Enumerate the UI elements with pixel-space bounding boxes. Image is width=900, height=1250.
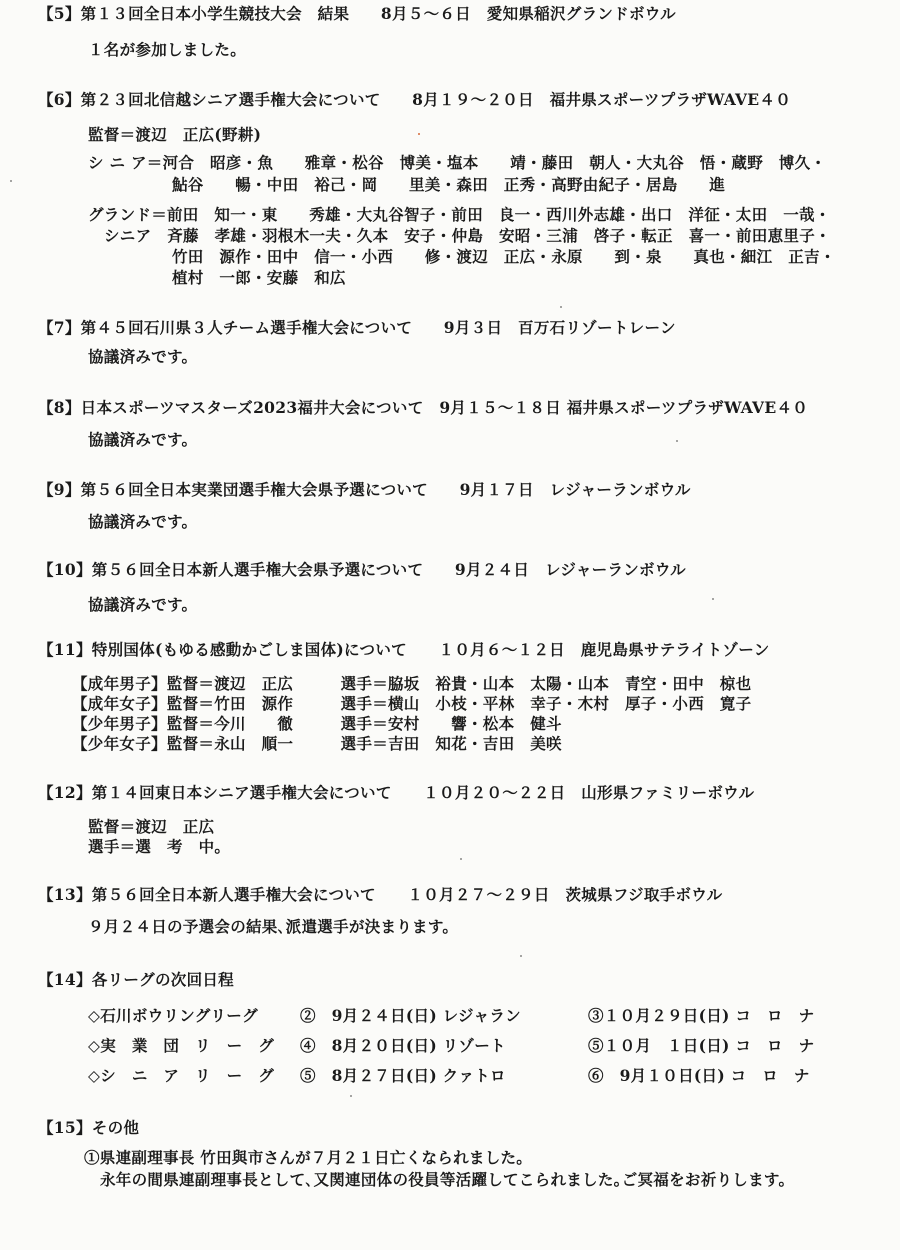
league-row-jitsugyodan-name: ◇実 業 団 リ ー グ — [88, 1036, 275, 1055]
section-6-director: 監督＝渡辺 正広(野耕) — [88, 125, 262, 144]
scan-speck — [560, 306, 562, 308]
section-11-row-youth-women: 【少年女子】監督＝永山 順一 選手＝吉田 知花・吉田 美咲 — [72, 734, 562, 753]
scan-speck — [712, 598, 714, 600]
league-row-jitsugyodan-next: ④ 8月２０日(日) リゾート — [300, 1036, 506, 1055]
section-12-title: 【12】第１４回東日本シニア選手権大会について １０月２０～２２日 山形県ファミリーボウル — [38, 783, 755, 802]
section-15-line-1: ①県連副理事長 竹田與市さんが７月２１日亡くなられました。 — [84, 1148, 533, 1167]
league-row-senior-after: ⑥ 9月１０日(日) コ ロ ナ — [588, 1066, 810, 1085]
league-row-ishikawa-name: ◇石川ボウリングリーグ — [88, 1006, 258, 1025]
scan-speck — [460, 858, 462, 860]
section-7-title: 【7】第４５回石川県３人チーム選手権大会について 9月３日 百万石リゾートレーン — [38, 318, 676, 337]
league-row-jitsugyodan-after: ⑤１０月 １日(日) コ ロ ナ — [588, 1036, 815, 1055]
section-6-grand-line-1: グランド＝前田 知一・東 秀雄・大丸谷智子・前田 良一・西川外志雄・出口 洋征・太田 一哉・ — [88, 205, 831, 224]
section-15-title: 【15】その他 — [38, 1118, 140, 1137]
section-13-title: 【13】第５６回全日本新人選手権大会について １０月２７～２９日 茨城県フジ取手ボウル — [38, 885, 723, 904]
section-9-body: 協議済みです。 — [88, 512, 198, 531]
scan-speck — [350, 1095, 352, 1097]
section-14-title: 【14】各リーグの次回日程 — [38, 970, 234, 989]
section-11-row-adult-women: 【成年女子】監督＝竹田 源作 選手＝横山 小枝・平林 幸子・木村 厚子・小西 寛子 — [72, 694, 752, 713]
scan-speck — [10, 180, 12, 182]
league-row-ishikawa-next: ② 9月２４日(日) レジャラン — [300, 1006, 521, 1025]
section-6-senior-line-2: 鮎谷 暢・中田 裕己・岡 里美・森田 正秀・高野由紀子・居島 進 — [172, 175, 726, 194]
section-13-body: ９月２４日の予選会の結果､派遣選手が決まります。 — [88, 917, 459, 936]
section-6-grand-line-4: 植村 一郎・安藤 和広 — [172, 268, 346, 287]
section-6-senior-line-1: シ ニ ア＝河合 昭彦・魚 雅章・松谷 博美・塩本 靖・藤田 朝人・大丸谷 悟・蔵野 博久・ — [88, 153, 827, 172]
section-8-body: 協議済みです。 — [88, 430, 198, 449]
section-5-title: 【5】第１３回全日本小学生競技大会 結果 8月５～６日 愛知県稲沢グランドボウル — [38, 4, 676, 23]
section-11-title: 【11】特別国体(もゆる感動かごしま国体)について １０月６～１２日 鹿児島県サテライトゾーン — [38, 640, 770, 659]
section-10-title: 【10】第５６回全日本新人選手権大会県予選について 9月２４日 レジャーランボウル — [38, 560, 686, 579]
section-10-body: 協議済みです。 — [88, 595, 198, 614]
section-6-grand-line-2: シニア 斉藤 孝雄・羽根木一夫・久本 安子・仲島 安昭・三浦 啓子・転正 喜一・前田恵里子・ — [104, 226, 831, 245]
section-12-players: 選手＝選 考 中。 — [88, 837, 231, 856]
league-row-senior-name: ◇シ ニ ア リ ー グ — [88, 1066, 275, 1085]
section-6-grand-line-3: 竹田 源作・田中 信一・小西 修・渡辺 正広・永原 到・泉 真也・細江 正吉・ — [172, 247, 836, 266]
section-9-title: 【9】第５６回全日本実業団選手権大会県予選について 9月１７日 レジャーランボウル — [38, 480, 691, 499]
section-5-body: １名が参加しました。 — [88, 40, 247, 59]
section-15-line-2: 永年の間県連副理事長として､又関連団体の役員等活躍してこられました｡ご冥福をお祈りします。 — [100, 1170, 795, 1189]
section-7-body: 協議済みです。 — [88, 347, 198, 366]
scan-speck — [418, 133, 420, 135]
section-11-row-adult-men: 【成年男子】監督＝渡辺 正広 選手＝脇坂 裕貴・山本 太陽・山本 青空・田中 椋也 — [72, 674, 752, 693]
section-8-title: 【8】日本スポーツマスターズ2023福井大会について 9月１５～１８日 福井県スポーツプラザWAVE４０ — [38, 398, 809, 417]
scan-speck — [676, 440, 678, 442]
league-row-ishikawa-after: ③１０月２９日(日) コ ロ ナ — [588, 1006, 815, 1025]
league-row-senior-next: ⑤ 8月２７日(日) クァトロ — [300, 1066, 506, 1085]
scan-speck — [520, 955, 522, 957]
section-12-director: 監督＝渡辺 正広 — [88, 817, 215, 836]
section-11-row-youth-men: 【少年男子】監督＝今川 徹 選手＝安村 響・松本 健斗 — [72, 714, 562, 733]
section-6-title: 【6】第２３回北信越シニア選手権大会について 8月１９～２０日 福井県スポーツプラザWAVE４０ — [38, 90, 791, 109]
